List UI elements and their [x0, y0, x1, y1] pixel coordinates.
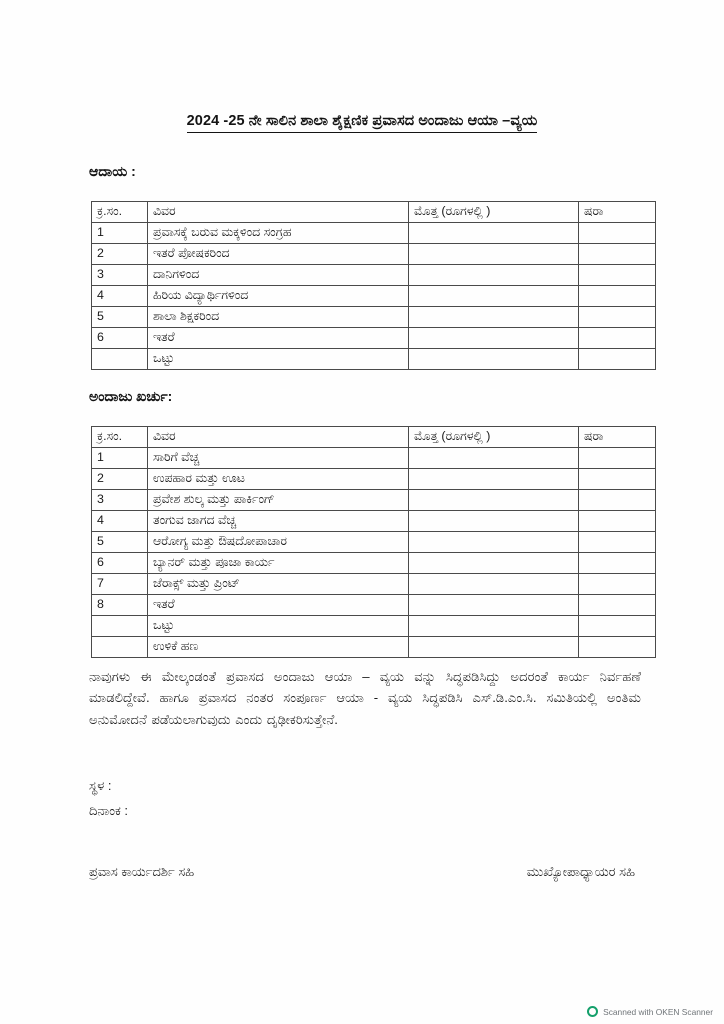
details-cell: ಪ್ರವಾಸಕ್ಕೆ ಬರುವ ಮಕ್ಕಳಿಂದ ಸಂಗ್ರಹ: [148, 223, 409, 244]
details-cell: ದಾನಿಗಳಿಂದ: [148, 265, 409, 286]
remarks-cell: [579, 490, 656, 511]
table-row: [92, 328, 656, 349]
serial-cell: 3: [92, 490, 148, 511]
income-section-heading: ಆದಾಯ :: [89, 163, 136, 179]
serial-cell: 1: [92, 223, 148, 244]
place-field-label: ಸ್ಥಳ :: [89, 778, 112, 793]
amount-cell: [409, 637, 579, 658]
remarks-cell: [579, 553, 656, 574]
table-row: [92, 532, 656, 553]
column-header-remarks: ಷರಾ: [579, 427, 656, 448]
scanner-watermark-text: Scanned with OKEN Scanner: [603, 1006, 713, 1017]
serial-cell: [92, 616, 148, 637]
amount-cell: [409, 307, 579, 328]
ring-icon: [587, 1006, 598, 1017]
serial-cell: 8: [92, 595, 148, 616]
table-row: [92, 574, 656, 595]
signature-row: [89, 864, 641, 880]
remarks-cell: [579, 595, 656, 616]
details-cell: ಇತರೆ ಪೋಷಕರಿಂದ: [148, 244, 409, 265]
serial-cell: 3: [92, 265, 148, 286]
amount-cell: [409, 328, 579, 349]
column-header-details: ವಿವರ: [148, 427, 409, 448]
remarks-cell: [579, 307, 656, 328]
expense-table: [91, 426, 656, 658]
serial-cell: [92, 349, 148, 370]
amount-cell: [409, 511, 579, 532]
amount-cell: [409, 574, 579, 595]
details-cell: ಆರೋಗ್ಯ ಮತ್ತು ಔಷದೋಪಾಚಾರ: [148, 532, 409, 553]
details-cell: ಜೆರಾಕ್ಸ್ ಮತ್ತು ಪ್ರಿಂಟ್: [148, 574, 409, 595]
serial-cell: 5: [92, 307, 148, 328]
table-row: [92, 616, 656, 637]
remarks-cell: [579, 349, 656, 370]
table-row: [92, 307, 656, 328]
amount-cell: [409, 244, 579, 265]
remarks-cell: [579, 469, 656, 490]
declaration-paragraph: ನಾವುಗಳು ಈ ಮೇಲ್ಕಂಡಂತೆ ಪ್ರವಾಸದ ಅಂದಾಜು ಆಯಾ – ವ್ಯಯ ವನ್ನು ಸಿದ್ಧಪಡಿಸಿದ್ದು ಅದರಂತೆ ಕಾರ್ಯ ನಿರ್ವಹಣೆ ಮಾಡಲಿದ್ದೇವೆ. ಹಾಗೂ ಪ್ರವಾಸದ ನಂತರ ಸಂಪೂರ್ಣ ಆಯಾ - ವ್ಯಯ ಸಿದ್ಧಪಡಿಸಿ ಎಸ್.ಡಿ.ಎಂ.ಸಿ. ಸಮಿತಿಯಲ್ಲಿ ಅಂತಿಮ ಅನುಮೋದನೆ ಪಡೆಯಲಾಗುವುದು ಎಂದು ದೃಢೀಕರಿಸುತ್ತೇನೆ.: [89, 669, 641, 727]
serial-cell: 2: [92, 244, 148, 265]
headmaster-signature-label: ಮುಖ್ಯೋಪಾಧ್ಯಾಯರ ಸಹಿ: [526, 864, 635, 879]
column-header-serial: ಕ್ರ.ಸಂ.: [92, 427, 148, 448]
table-row: [92, 595, 656, 616]
amount-cell: [409, 532, 579, 553]
serial-cell: 7: [92, 574, 148, 595]
amount-cell: [409, 469, 579, 490]
amount-cell: [409, 448, 579, 469]
details-cell: ಬ್ಯಾನರ್ ಮತ್ತು ಪೂಜಾ ಕಾರ್ಯ: [148, 553, 409, 574]
tour-secretary-signature-label: ಪ್ರವಾಸ ಕಾರ್ಯದರ್ಶಿ ಸಹಿ: [89, 864, 195, 879]
column-header-serial: ಕ್ರ.ಸಂ.: [92, 202, 148, 223]
table-row: [92, 244, 656, 265]
table-row: [92, 286, 656, 307]
income-table: [91, 201, 656, 370]
remarks-cell: [579, 223, 656, 244]
column-header-details: ವಿವರ: [148, 202, 409, 223]
table-row: [92, 511, 656, 532]
remarks-cell: [579, 511, 656, 532]
column-header-amount: ಮೊತ್ತ (ರೂಗಳಲ್ಲಿ ): [409, 202, 579, 223]
table-row: [92, 223, 656, 244]
column-header-amount: ಮೊತ್ತ (ರೂಗಳಲ್ಲಿ ): [409, 427, 579, 448]
amount-cell: [409, 553, 579, 574]
serial-cell: 1: [92, 448, 148, 469]
serial-cell: 5: [92, 532, 148, 553]
amount-cell: [409, 265, 579, 286]
remarks-cell: [579, 532, 656, 553]
remarks-cell: [579, 328, 656, 349]
remarks-cell: [579, 286, 656, 307]
details-cell: ಉಪಹಾರ ಮತ್ತು ಊಟ: [148, 469, 409, 490]
table-header-row: [92, 202, 656, 223]
table-row: [92, 469, 656, 490]
table-row: [92, 553, 656, 574]
amount-cell: [409, 286, 579, 307]
details-cell: ಒಟ್ಟು: [148, 616, 409, 637]
details-cell: ತಂಗುವ ಜಾಗದ ವೆಚ್ಚ: [148, 511, 409, 532]
details-cell: ಹಿರಿಯ ವಿದ್ಯಾರ್ಥಿಗಳಿಂದ: [148, 286, 409, 307]
remarks-cell: [579, 244, 656, 265]
table-row: [92, 265, 656, 286]
table-row: [92, 490, 656, 511]
scanner-watermark: [587, 1006, 713, 1017]
table-row: [92, 349, 656, 370]
details-cell: ಪ್ರವೇಶ ಶುಲ್ಕ ಮತ್ತು ಪಾರ್ಕಿಂಗ್: [148, 490, 409, 511]
serial-cell: 6: [92, 553, 148, 574]
expense-section-heading: ಅಂದಾಜು ಖರ್ಚು:: [89, 388, 173, 404]
amount-cell: [409, 223, 579, 244]
remarks-cell: [579, 616, 656, 637]
serial-cell: [92, 637, 148, 658]
details-cell: ಶಾಲಾ ಶಿಕ್ಷಕರಿಂದ: [148, 307, 409, 328]
table-row: [92, 448, 656, 469]
details-cell: ಒಟ್ಟು: [148, 349, 409, 370]
amount-cell: [409, 595, 579, 616]
table-row: [92, 637, 656, 658]
details-cell: ಇತರೆ: [148, 595, 409, 616]
serial-cell: 4: [92, 511, 148, 532]
date-field-label: ದಿನಾಂಕ :: [89, 803, 129, 818]
serial-cell: 2: [92, 469, 148, 490]
details-cell: ಇತರೆ: [148, 328, 409, 349]
amount-cell: [409, 490, 579, 511]
remarks-cell: [579, 265, 656, 286]
page-title-text: 2024 -25 ನೇ ಸಾಲಿನ ಶಾಲಾ ಶೈಕ್ಷಣಿಕ ಪ್ರವಾಸದ ಅಂದಾಜು ಆಯಾ –ವ್ಯಯ: [187, 112, 538, 133]
amount-cell: [409, 616, 579, 637]
amount-cell: [409, 349, 579, 370]
column-header-remarks: ಷರಾ: [579, 202, 656, 223]
serial-cell: 4: [92, 286, 148, 307]
details-cell: ಸಾರಿಗೆ ವೆಚ್ಚ: [148, 448, 409, 469]
remarks-cell: [579, 637, 656, 658]
remarks-cell: [579, 448, 656, 469]
table-header-row: [92, 427, 656, 448]
remarks-cell: [579, 574, 656, 595]
details-cell: ಉಳಿಕೆ ಹಣ: [148, 637, 409, 658]
page-title: [0, 112, 724, 133]
serial-cell: 6: [92, 328, 148, 349]
